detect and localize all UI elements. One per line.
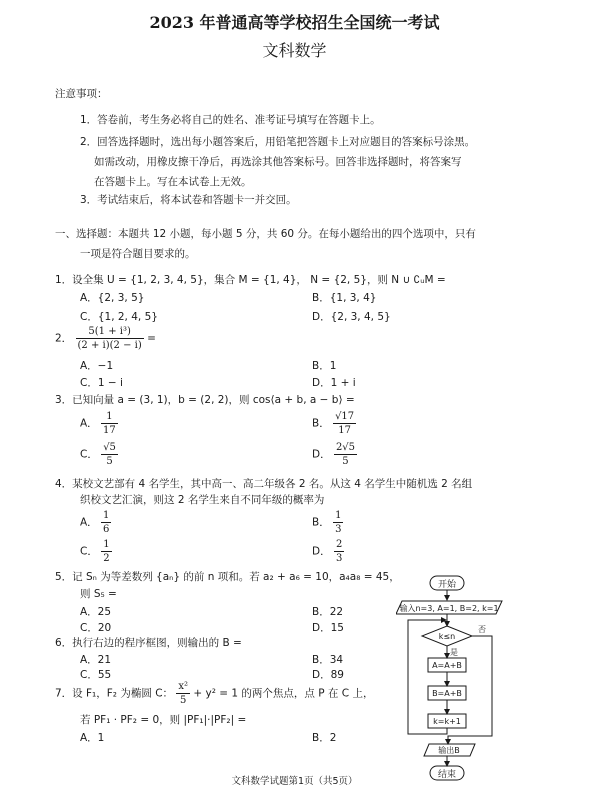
q6-option-b: B．34 — [312, 654, 344, 666]
q2-option-c: C．1 − i — [80, 377, 123, 389]
q4-option-d-denominator: 3 — [335, 553, 343, 564]
q3-option-a-label: A． — [80, 417, 98, 430]
notice-line-3: 如需改动，用橡皮擦干净后，再选涂其他答案标号。回答非选择题时，将答案写 — [94, 156, 462, 168]
q3-option-c — [80, 441, 118, 468]
q6-option-d: D．89 — [312, 669, 344, 681]
q4-option-c-denominator: 2 — [103, 553, 110, 564]
flow-step1-text: A=A+B — [432, 661, 462, 670]
notice-heading: 注意事项： — [55, 88, 108, 100]
q6-option-c: C．55 — [80, 669, 112, 681]
flow-input-text: 输入n=3, A=1, B=2, k=1 — [399, 604, 499, 613]
q3-option-c-fraction — [101, 441, 118, 468]
q4-option-a-fraction — [101, 509, 111, 536]
q4-option-d-label: D． — [312, 545, 331, 558]
q4-option-b-denominator: 3 — [335, 524, 342, 535]
q4-option-a-label: A． — [80, 516, 98, 529]
section-instruction-line-2: 一项是符合题目要求的。 — [80, 248, 196, 260]
flow-end-text: 结束 — [437, 770, 457, 780]
q2-option-a: A．−1 — [80, 360, 114, 372]
q4-option-b-numerator: 1 — [335, 510, 342, 521]
q4-stem-line-2: 织校文艺汇演，则这 2 名学生来自不同年级的概率为 — [80, 494, 325, 506]
q3-option-d-numerator: 2√5 — [335, 442, 356, 453]
q3-option-c-denominator: 5 — [106, 456, 113, 467]
q1-option-d: D．{2, 3, 4, 5} — [312, 311, 391, 323]
q3-option-c-label: C． — [80, 448, 98, 461]
q7-fraction-denominator: 5 — [180, 695, 187, 706]
q4-option-a-denominator: 6 — [103, 524, 110, 535]
q3-option-d-denominator: 5 — [342, 456, 349, 467]
notice-line-4: 在答题卡上。写在本试卷上无效。 — [94, 176, 252, 188]
q5-option-d: D．15 — [312, 622, 344, 634]
q2-number: 2． — [55, 332, 73, 345]
exam-subtitle: 文科数学 — [262, 41, 327, 60]
q4-option-d-fraction — [334, 538, 344, 565]
q1-option-b: B．{1, 3, 4} — [312, 292, 377, 304]
notice-line-2: 2．回答选择题时，选出每小题答案后，用铅笔把答题卡上对应题目的答案标号涂黑。 — [80, 136, 476, 148]
q3-option-b — [312, 410, 356, 437]
q4-option-c-numerator: 1 — [103, 539, 110, 550]
q7-fraction-numerator: x² — [178, 681, 189, 692]
q4-stem-line-1: 4．某校文艺部有 4 名学生，其中高一、高二年级各 2 名。从这 4 名学生中随机选 2 名组 — [55, 478, 473, 490]
q5-stem-line-2: 则 S₅ = — [80, 588, 117, 600]
q5-option-c: C．20 — [80, 622, 112, 634]
q7-stem-line-1 — [55, 680, 373, 707]
page-footer: 文科数学试题第1页（共5页） — [231, 776, 358, 787]
q2-option-b: B．1 — [312, 360, 337, 372]
q6-stem: 6．执行右边的程序框图，则输出的 B = — [55, 637, 242, 649]
q4-option-c-label: C． — [80, 545, 98, 558]
q3-option-c-numerator: √5 — [103, 442, 116, 453]
q6-option-a: A．21 — [80, 654, 112, 666]
exam-title: 2023 年普通高等学校招生全国统一考试 — [149, 13, 440, 32]
q4-option-c — [80, 538, 112, 565]
q2-stem — [55, 325, 156, 352]
q3-option-d-fraction — [334, 441, 357, 468]
q3-option-a-numerator: 1 — [101, 410, 118, 424]
q3-option-d — [312, 441, 357, 468]
q4-option-b — [312, 509, 343, 536]
q5-option-a: A．25 — [80, 606, 112, 618]
notice-line-5: 3．考试结束后，将本试卷和答题卡一并交回。 — [80, 194, 297, 206]
section-instruction-line-1: 一、选择题：本题共 12 小题，每小题 5 分，共 60 分。在每小题给出的四个选项中，只有 — [55, 228, 476, 240]
program-flowchart — [396, 570, 508, 788]
q2-fraction — [76, 325, 144, 352]
q2-fraction-numerator: 5(1 + i³) — [76, 325, 144, 339]
q7-option-a: A．1 — [80, 732, 105, 744]
q2-option-d: D．1 + i — [312, 377, 356, 389]
q3-option-d-label: D． — [312, 448, 331, 461]
q7-fraction — [176, 680, 190, 707]
q7-stem-line-2: 若 PF₁ · PF₂ = 0，则 |PF₁|·|PF₂| = — [80, 714, 247, 726]
q7-stem-post: + y² = 1 的两个焦点，点 P 在 C 上， — [193, 687, 374, 700]
flow-yes-label: 是 — [450, 648, 458, 657]
q5-stem-line-1: 5．记 Sₙ 为等差数列 {aₙ} 的前 n 项和。若 a₂ + a₆ = 10，a₄a₈ = 45， — [55, 571, 400, 583]
q3-option-b-numerator: √17 — [335, 411, 355, 422]
flow-step2-text: B=A+B — [432, 689, 462, 698]
q3-option-b-denominator: 17 — [338, 425, 351, 436]
q3-option-a — [80, 410, 118, 437]
q3-option-a-fraction — [101, 410, 118, 437]
q7-option-b: B．2 — [312, 732, 337, 744]
q4-option-d — [312, 538, 344, 565]
q7-stem-pre: 7．设 F₁，F₂ 为椭圆 C： — [55, 687, 174, 700]
flow-no-label: 否 — [478, 625, 486, 634]
q4-option-b-label: B． — [312, 516, 330, 529]
notice-line-1: 1．答卷前，考生务必将自己的姓名、准考证号填写在答题卡上。 — [80, 114, 381, 126]
q4-option-c-fraction — [101, 538, 111, 565]
q3-option-b-fraction — [333, 410, 356, 437]
q3-option-b-label: B． — [312, 417, 330, 430]
q2-equals: = — [147, 332, 156, 345]
q4-option-a — [80, 509, 111, 536]
q1-stem: 1．设全集 U = {1, 2, 3, 4, 5}，集合 M = {1, 4}， N = {2, 5}，则 N ∪ ∁ᵤM = — [55, 274, 446, 286]
q4-option-d-numerator: 2 — [335, 539, 343, 550]
q4-option-b-fraction — [333, 509, 343, 536]
flow-output-text: 输出B — [438, 746, 460, 755]
flow-step3-text: k=k+1 — [433, 717, 461, 726]
flow-start-text: 开始 — [437, 580, 457, 590]
q5-option-b: B．22 — [312, 606, 344, 618]
q4-option-a-numerator: 1 — [103, 510, 110, 521]
flow-condition-text: k≤n — [438, 632, 456, 641]
q1-option-c: C．{1, 2, 4, 5} — [80, 311, 158, 323]
q3-option-a-denominator: 17 — [103, 425, 116, 436]
q2-fraction-denominator: (2 + i)(2 − i) — [77, 340, 142, 351]
q3-stem: 3．已知向量 a = (3, 1)，b = (2, 2)，则 cos⟨a + b, a − b⟩ = — [55, 394, 355, 406]
q1-option-a: A．{2, 3, 5} — [80, 292, 145, 304]
